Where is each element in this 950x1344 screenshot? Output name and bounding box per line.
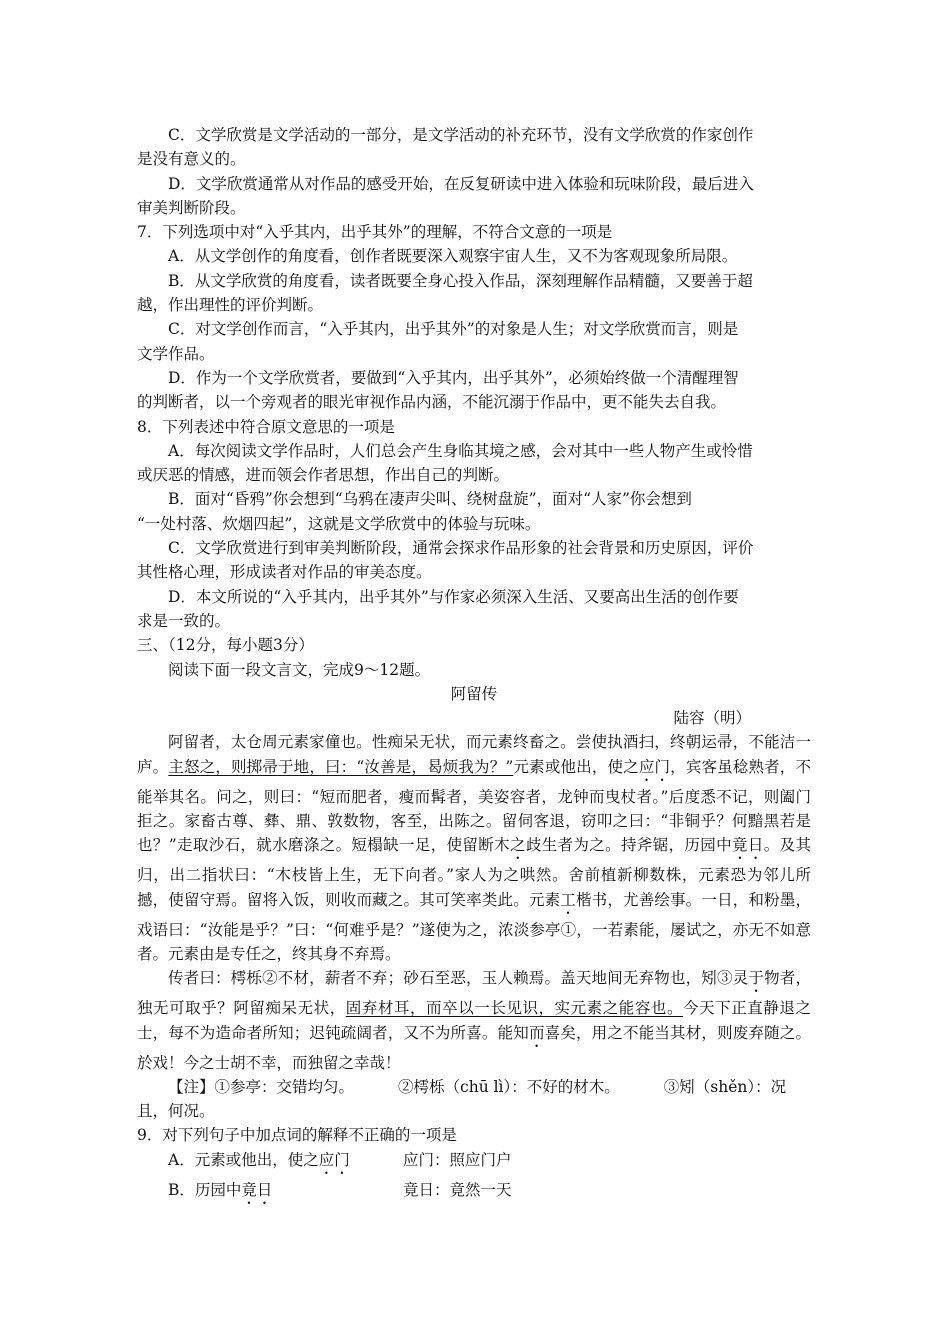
p1-underlined-sentence: 主怒之，则掷帚于地，曰：“汝善是，曷烦我为？”	[168, 757, 514, 776]
q6-c-line1: C．文学欣赏是文学活动的一部分，是文学活动的补充环节，没有文学欣赏的作家创作	[168, 126, 754, 144]
q8-option-b	[137, 487, 811, 536]
p2-dotted-word-1: 于	[748, 969, 765, 988]
q8-stem: 8．下列表述中符合原文意思的一项是	[137, 417, 395, 436]
p1-text-a: 阿留者，太仓周元素家僮也。性痴呆无状，而元素终畜之。尝使执酒扫，终朝运帚，不能洁一庐。	[137, 733, 811, 776]
q7-stem: 7．下列选项中对“入乎其内，出乎其外”的理解，不符合文意的一项是	[137, 223, 613, 242]
q8-d-line2: 求是一致的。	[137, 611, 231, 630]
p1-dotted-word-2: 之	[510, 836, 526, 855]
q9-b-dotted-word: 竟日	[241, 1180, 273, 1199]
p1-text-b: 元素或他出，使之	[513, 757, 639, 776]
q9-a-definition: 应门：照应门户	[403, 1150, 512, 1169]
q8-option-d	[137, 585, 811, 634]
passage-notes	[137, 1075, 811, 1124]
p2-underlined-sentence: 固弃材耳，而卒以一长见识，实元素之能容也。	[345, 999, 684, 1018]
q8-b-line2: “一处村落、炊烟四起”，这就是文学欣赏中的体验与玩味。	[137, 514, 541, 533]
q7-option-a: A．从文学创作的角度看，创作者既要深入观察宇宙人生，又不为客观现象所局限。	[168, 247, 738, 266]
note-1: ①参亭：交错均匀。	[214, 1077, 355, 1096]
section3-intro: 阅读下面一段文言文，完成9～12题。	[168, 660, 431, 679]
p1-dotted-word-1: 应门	[638, 757, 671, 776]
q9-b-sentence	[168, 1178, 403, 1208]
q8-a-line1: A．每次阅读文学作品时，人们总会产生身临其境之感，会对其中一些人物产生或怜惜	[168, 441, 753, 460]
q8-c-line1: C．文学欣赏进行到审美判断阶段，通常会探求作品形象的社会背景和历史原因，评价	[168, 539, 754, 558]
p2-text-c: 今天下正直静退之士，每不为造命者所知；迟钝疏阔者，又不为所喜。能知	[137, 999, 811, 1042]
section3-header: 三、（12分，每小题3分）	[137, 636, 314, 655]
q6-d-line1: D．文学欣赏通常从对作品的感受开始，在反复研读中进入体验和玩味阶段，最后进入	[168, 174, 754, 193]
p2-text-b: 物者，独无可取乎？阿留痴呆无状，	[137, 969, 811, 1018]
q7-option-d	[137, 366, 811, 415]
q9-option-b	[137, 1178, 811, 1208]
p1-text-d: 歧生者为之。持斧锯，历园中	[525, 836, 733, 855]
p1-dotted-word-3: 竟日	[732, 836, 764, 855]
p1-text-e: 。及其归，出二指状曰：“木枝皆上生，无下向者。”家人为之哄然。舍前植新柳数株，元素恐为邻儿所撼，使留守焉。留将入饭，则收而藏之。其可笑率类此。元素	[137, 836, 811, 909]
notes-label: 【注】	[168, 1077, 215, 1096]
q7-d-line1: D．作为一个文学欣赏者，要做到“入乎其内，出乎其外”，必须始终做一个清醒理智	[168, 368, 739, 387]
q8-a-line2: 或厌恶的情感，进而领会作者思想，作出自己的判断。	[137, 466, 510, 485]
q9-a-sentence	[168, 1148, 403, 1178]
q7-option-c	[137, 317, 811, 366]
q8-d-line1: D．本文所说的“入乎其内，出乎其外”与作家必须深入生活、又要高出生活的创作要	[168, 587, 739, 606]
p1-text-f: 楷书，尤善绘事。一日，和粉墨，戏语曰：“汝能是乎？”曰：“何难乎是？”遂使为之，浓淡参亭①，一若素能，屡试之，亦无不如意者。元素由是专任之，终其身不弃焉。	[137, 890, 811, 963]
q9-b-prefix: B．历园中	[168, 1180, 242, 1199]
page-content	[137, 123, 811, 1208]
p2-text-a: 传者曰：樗栎②不材，薪者不弃；砂石至恶，玉人赖焉。盖天地间无弃物也，矧③灵	[168, 969, 749, 988]
passage-title: 阿留传	[450, 684, 498, 703]
q6-c-line2: 是没有意义的。	[137, 150, 246, 169]
q9-a-dotted-word: 应门	[318, 1150, 350, 1169]
p1-dotted-word-4: 工	[560, 890, 576, 909]
q7-option-b	[137, 269, 811, 318]
q6-option-c	[137, 123, 811, 172]
note-2: ②樗栎（chū lì）：不好的材木。	[398, 1077, 620, 1096]
q9-b-definition: 竟日：竟然一天	[403, 1180, 512, 1199]
p2-text-d: 喜矣，用之不能当其材，则废弃随之。於戏！今之士胡不幸，而独留之幸哉！	[137, 1023, 811, 1072]
note-3-line1: ③矧（shěn）：况	[663, 1077, 787, 1096]
q7-c-line1: C．对文学创作而言，“入乎其内，出乎其外”的对象是人生；对文学欣赏而言，则是	[168, 320, 739, 339]
q8-b-line1: B．面对“昏鸦”你会想到“乌鸦在凄声尖叫、绕树盘旋”，面对“人家”你会想到	[168, 490, 692, 509]
note-3-line2: 且，何况。	[137, 1102, 215, 1121]
p2-dotted-word-2: 而	[528, 1023, 545, 1042]
q9-stem: 9．对下列句子中加点词的解释不正确的一项是	[137, 1126, 457, 1145]
q9-option-a	[137, 1148, 811, 1178]
q8-option-a	[137, 439, 811, 488]
q7-d-line2: 的判断者，以一个旁观者的眼光审视作品内涵，不能沉溺于作品中，更不能失去自我。	[137, 393, 727, 412]
passage-paragraph-2	[137, 966, 811, 1075]
q7-b-line1: B．从文学欣赏的角度看，读者既要全身心投入作品，深刻理解作品精髓，又要善于超	[168, 271, 753, 290]
q8-c-line2: 其性格心理，形成读者对作品的审美态度。	[137, 563, 432, 582]
q9-a-prefix: A．元素或他出，使之	[168, 1150, 319, 1169]
q7-c-line2: 文学作品。	[137, 344, 215, 363]
passage-paragraph-1	[137, 730, 811, 966]
passage-author: 陆容（明）	[673, 709, 751, 728]
q8-option-c	[137, 536, 811, 585]
p1-text-c: ，宾客虽稔熟者，不能举其名。问之，则曰：“短而肥者，瘦而髯者，美姿容者，龙钟而曳杖者。”后度悉不记，则阖门拒之。家畜古尊、彝、鼎、敦数物，客至，出陈之。留伺客退，窃叩之曰：“非铜乎？何黯黑若是也？”走取沙石，就水磨涤之。短榻缺一足，使留断木	[137, 757, 811, 855]
q6-d-line2: 审美判断阶段。	[137, 198, 246, 217]
q7-b-line2: 越，作出理性的评价判断。	[137, 296, 324, 315]
q6-option-d	[137, 172, 811, 221]
